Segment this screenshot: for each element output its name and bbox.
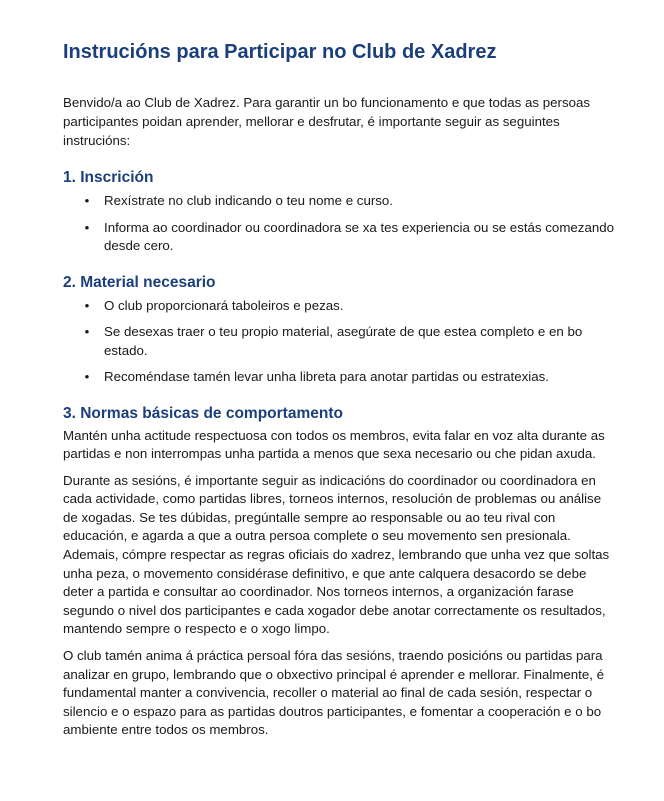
document-title: Instrucións para Participar no Club de Xadrez [63, 41, 497, 63]
list-item [63, 297, 615, 316]
bullet-icon: • [84, 297, 90, 313]
behaviour-body [63, 427, 615, 741]
list-item [63, 192, 615, 211]
list-item [63, 368, 615, 387]
behaviour-paragraph: Mantén unha actitude respectuosa con todos os membros, evita falar en voz alta durante as partidas e non interrompas unha partida a menos que sexa necesario ou che pidan axuda. [63, 427, 605, 462]
material-list [63, 297, 615, 387]
section-behaviour [63, 403, 615, 741]
list-item [63, 323, 615, 360]
behaviour-paragraph: O club tamén anima á práctica persoal fóra das sesións, traendo posicións ou partidas para analizar en grupo, lembrando que o obxectivo principal é aprender e mellorar. Finalmente, é fundamental manter a convivencia, recoller o material ao final de cada sesión, respectar o silencio e o espazo para as partidas doutros participantes, e fomentar a cooperación e o bo ambiente entre todos os membros. [63, 648, 605, 738]
list-item [63, 219, 615, 256]
section-heading-material: 2. Material necesario [63, 273, 216, 291]
bullet-icon: • [84, 324, 90, 339]
list-item-text: Informa ao coordinador ou coordinadora se xa tes experiencia ou se estás comezando desde cero. [104, 219, 615, 253]
document-page [63, 38, 615, 740]
section-heading-behaviour: 3. Normas básicas de comportamento [63, 404, 343, 422]
section-inscription [63, 167, 615, 256]
list-item-text: O club proporcionará taboleiros e pezas. [104, 297, 344, 313]
inscription-list [63, 192, 615, 256]
list-item-text: Se desexas traer o teu propio material, asegúrate de que estea completo e en bo estado. [104, 324, 583, 358]
bullet-icon: • [84, 193, 90, 208]
intro-paragraph: Benvido/a ao Club de Xadrez. Para garantir un bo funcionamento e que todas as persoas participantes poidan aprender, mellorar e desfrutar, é importante seguir as seguintes instrucións: [63, 95, 591, 148]
bullet-icon: • [84, 369, 90, 384]
behaviour-paragraph: Durante as sesións, é importante seguir as indicacións do coordinador ou coordinadora en cada actividade, como partidas libres, torneos internos, resolución de problemas ou análise de xogadas. Se tes dúbidas, pregúntalle sempre ao responsable ou ao teu rival con educación, e agarda a que a outra persoa complete o seu movemento sen presionala. Ademais, cómpre respectar as regras oficiais do xadrez, lembrando que unha vez que soltas unha peza, o movemento considérase definitivo, e que ante calquera desacordo se debe deter a partida e consultar ao coordinador. Nos torneos internos, a organización farase segundo o nivel dos participantes e cada xogador debe anotar correctamente os resultados, mantendo sempre o respecto e o xogo limpo. [63, 472, 610, 637]
section-heading-inscription: 1. Inscrición [63, 169, 154, 186]
list-item-text: Recoméndase tamén levar unha libreta para anotar partidas ou estratexias. [104, 369, 549, 384]
bullet-icon: • [84, 219, 90, 235]
section-material [63, 272, 615, 387]
list-item-text: Rexístrate no club indicando o teu nome e curso. [104, 193, 394, 208]
